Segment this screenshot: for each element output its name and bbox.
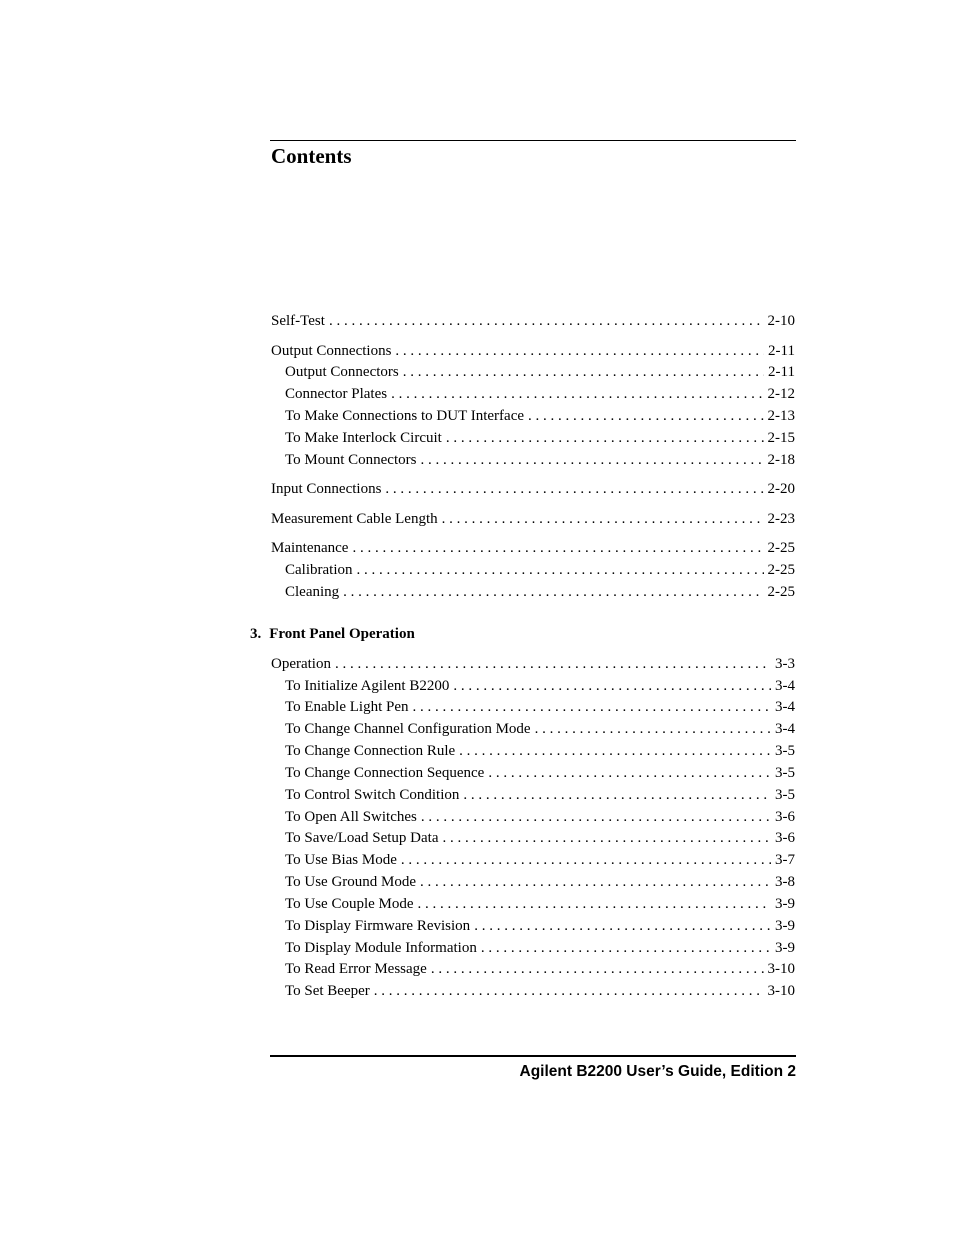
toc-entry-label: To Control Switch Condition	[285, 787, 460, 803]
toc-entry-label: To Enable Light Pen	[285, 699, 409, 715]
toc-subentry[interactable]	[285, 452, 795, 472]
dot-leader	[374, 983, 764, 1000]
dot-leader	[446, 430, 764, 447]
toc-entry-page: 2-11	[768, 343, 795, 359]
toc-entry-page: 3-4	[775, 721, 795, 737]
toc-subentry[interactable]	[285, 584, 795, 604]
toc-entry-page: 2-25	[767, 540, 795, 556]
toc-subentry[interactable]	[285, 809, 795, 829]
toc-subentry[interactable]	[285, 408, 795, 428]
toc-entry-label: To Read Error Message	[285, 961, 427, 977]
toc-entry-label: Output Connectors	[285, 364, 399, 380]
dot-leader	[420, 874, 771, 891]
toc-entry[interactable]	[271, 313, 795, 333]
dot-leader	[329, 313, 764, 330]
toc-entry-page: 2-12	[767, 386, 795, 402]
toc-entry-label: To Display Module Information	[285, 940, 477, 956]
dot-leader	[459, 743, 771, 760]
toc-subentry[interactable]	[285, 961, 795, 981]
toc-subentry[interactable]	[285, 386, 795, 406]
toc-entry-label: To Use Couple Mode	[285, 896, 414, 912]
dot-leader	[395, 343, 764, 360]
toc-subentry[interactable]	[285, 940, 795, 960]
toc-entry-page: 3-5	[775, 743, 795, 759]
dot-leader	[442, 511, 764, 528]
toc-entry[interactable]	[271, 343, 795, 363]
toc-entry[interactable]	[271, 511, 795, 531]
dot-leader	[420, 452, 763, 469]
dot-leader	[352, 540, 763, 557]
toc-entry-page: 3-6	[775, 809, 795, 825]
toc-entry-label: To Change Channel Configuration Mode	[285, 721, 531, 737]
page-footer: Agilent B2200 User’s Guide, Edition 2	[519, 1063, 796, 1080]
footer-rule	[270, 1055, 796, 1057]
toc-subentry[interactable]	[285, 830, 795, 850]
toc-entry-page: 2-23	[767, 511, 795, 527]
toc-entry-label: Calibration	[285, 562, 353, 578]
toc-entry-page: 3-8	[775, 874, 795, 890]
chapter-number: 3.	[250, 626, 262, 642]
toc-entry-label: To Mount Connectors	[285, 452, 417, 468]
toc-entry-page: 2-10	[767, 313, 795, 329]
dot-leader	[343, 584, 763, 601]
dot-leader	[481, 940, 771, 957]
dot-leader	[403, 364, 764, 381]
toc-subentry[interactable]	[285, 918, 795, 938]
toc-entry-label: To Save/Load Setup Data	[285, 830, 439, 846]
toc-subentry[interactable]	[285, 678, 795, 698]
toc-entry-page: 2-15	[767, 430, 795, 446]
toc-entry-page: 3-10	[767, 961, 795, 977]
toc-entry-label: To Use Bias Mode	[285, 852, 397, 868]
dot-leader	[401, 852, 771, 869]
toc-entry-label: Output Connections	[271, 343, 392, 359]
toc-entry-page: 3-4	[775, 699, 795, 715]
dot-leader	[421, 809, 771, 826]
toc-subentry[interactable]	[285, 743, 795, 763]
dot-leader	[385, 481, 763, 498]
dot-leader	[474, 918, 771, 935]
dot-leader	[431, 961, 764, 978]
toc-entry[interactable]	[271, 481, 795, 501]
toc-entry-page: 2-20	[767, 481, 795, 497]
dot-leader	[443, 830, 772, 847]
toc-entry-label: To Display Firmware Revision	[285, 918, 471, 934]
toc-entry-label: To Initialize Agilent B2200	[285, 678, 450, 694]
toc-entry-page: 2-13	[767, 408, 795, 424]
toc-subentry[interactable]	[285, 896, 795, 916]
toc-entry-page: 3-4	[775, 678, 795, 694]
toc-entry-page: 3-5	[775, 787, 795, 803]
toc-subentry[interactable]	[285, 874, 795, 894]
toc-entry-page: 3-9	[775, 918, 795, 934]
toc-subentry[interactable]	[285, 364, 795, 384]
toc-subentry[interactable]	[285, 430, 795, 450]
toc-subentry[interactable]	[285, 983, 795, 1003]
toc-subentry[interactable]	[285, 562, 795, 582]
toc-entry-label: To Use Ground Mode	[285, 874, 417, 890]
toc-entry-page: 3-7	[775, 852, 795, 868]
toc-entry-page: 3-6	[775, 830, 795, 846]
chapter-heading[interactable]	[250, 626, 415, 643]
dot-leader	[418, 896, 771, 913]
toc-subentry[interactable]	[285, 765, 795, 785]
toc-entry-page: 3-5	[775, 765, 795, 781]
toc-entry-label: Maintenance	[271, 540, 349, 556]
toc-subentry[interactable]	[285, 699, 795, 719]
toc-entry-page: 3-3	[775, 656, 795, 672]
dot-leader	[535, 721, 771, 738]
toc-entry-page: 2-11	[768, 364, 795, 380]
toc-entry-label: To Change Connection Rule	[285, 743, 456, 759]
header-rule	[270, 140, 796, 141]
dot-leader	[488, 765, 771, 782]
toc-entry-label: To Change Connection Sequence	[285, 765, 485, 781]
toc-entry-label: To Make Connections to DUT Interface	[285, 408, 525, 424]
toc-entry-page: 3-10	[767, 983, 795, 999]
dot-leader	[463, 787, 771, 804]
toc-entry-label: To Make Interlock Circuit	[285, 430, 442, 446]
toc-entry-page: 2-25	[767, 584, 795, 600]
toc-entry-label: Cleaning	[285, 584, 340, 600]
toc-entry-label: Operation	[271, 656, 331, 672]
toc-entry-label: To Open All Switches	[285, 809, 417, 825]
dot-leader	[335, 656, 771, 673]
toc-subentry[interactable]	[285, 721, 795, 741]
page-title: Contents	[271, 144, 352, 168]
toc-entry-page: 2-25	[767, 562, 795, 578]
toc-entry-page: 3-9	[775, 896, 795, 912]
toc-subentry[interactable]	[285, 787, 795, 807]
toc-entry-page: 3-9	[775, 940, 795, 956]
dot-leader	[391, 386, 763, 403]
toc-entry-label: Self-Test	[271, 313, 325, 329]
toc-entry[interactable]	[271, 540, 795, 560]
toc-subentry[interactable]	[285, 852, 795, 872]
toc-entry-label: Input Connections	[271, 481, 382, 497]
dot-leader	[357, 562, 764, 579]
dot-leader	[528, 408, 763, 425]
toc-entry-page: 2-18	[767, 452, 795, 468]
toc-entry-label: Measurement Cable Length	[271, 511, 438, 527]
dot-leader	[453, 678, 771, 695]
chapter-title: Front Panel Operation	[269, 626, 415, 642]
dot-leader	[413, 699, 771, 716]
toc-entry-label: To Set Beeper	[285, 983, 370, 999]
toc-entry[interactable]	[271, 656, 795, 676]
toc-entry-label: Connector Plates	[285, 386, 388, 402]
